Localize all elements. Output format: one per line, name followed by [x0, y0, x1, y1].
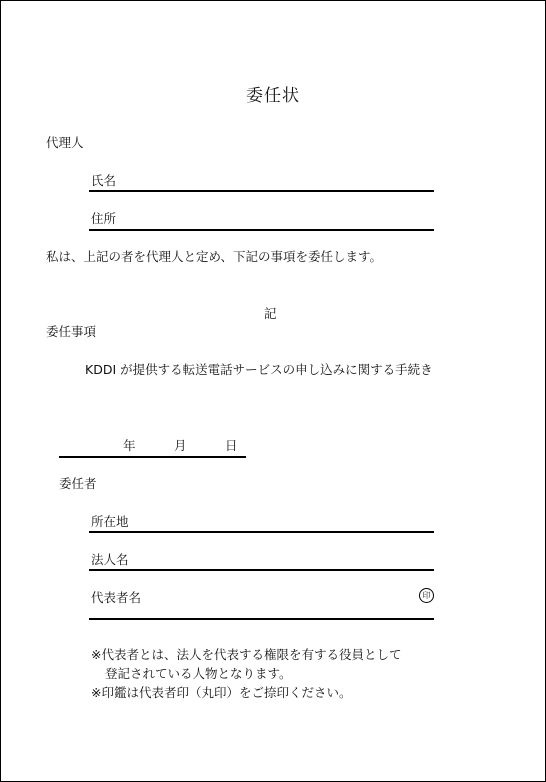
- principal-heading: 委任者: [59, 476, 97, 491]
- agent-address-line: [89, 229, 434, 231]
- agent-address-label: 住所: [91, 211, 117, 226]
- matter-heading: 委任事項: [46, 324, 97, 339]
- seal-mark: 印: [419, 588, 434, 603]
- agent-name-line: [89, 190, 434, 192]
- note-line-2: 登記されている人物となります。: [105, 666, 292, 681]
- date-month-label: 月: [174, 438, 187, 453]
- date-year-label: 年: [123, 438, 136, 453]
- location-label: 所在地: [91, 514, 129, 529]
- corp-name-label: 法人名: [91, 552, 129, 567]
- location-line: [89, 531, 434, 533]
- rep-name-label: 代表者名: [91, 590, 142, 605]
- ki-heading: 記: [264, 306, 277, 321]
- date-line: [59, 456, 246, 458]
- matter-text: KDDI が提供する転送電話サービスの申し込みに関する手続き: [85, 362, 433, 377]
- corp-name-line: [89, 569, 434, 571]
- note-line-3: ※印鑑は代表者印（丸印）をご捺印ください。: [91, 685, 352, 700]
- agent-heading: 代理人: [46, 135, 84, 150]
- date-day-label: 日: [225, 438, 238, 453]
- rep-name-line: [89, 618, 434, 620]
- note-line-1: ※代表者とは、法人を代表する権限を有する役員として: [91, 647, 402, 662]
- document-title: 委任状: [246, 86, 300, 106]
- agent-name-label: 氏名: [91, 173, 117, 188]
- delegation-sentence: 私は、上記の者を代理人と定め、下記の事項を委任します。: [46, 249, 383, 264]
